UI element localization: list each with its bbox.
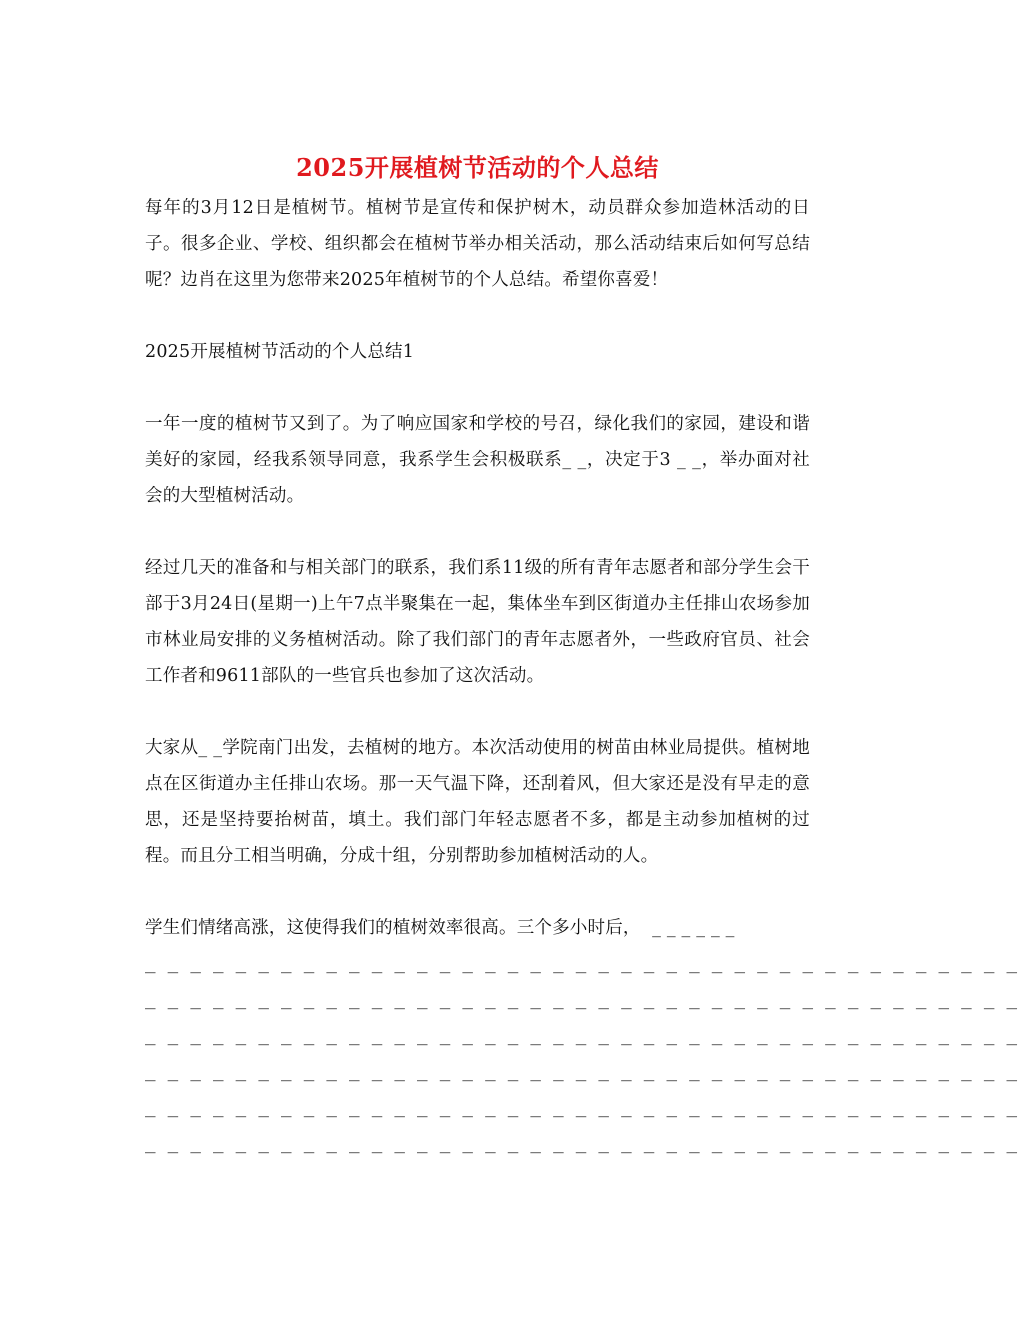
section-heading: 2025开展植树节活动的个人总结1 xyxy=(145,342,415,362)
body-paragraph-3: 大家从_ _学院南门出发，去植树的地方。本次活动使用的树苗由林业局提供。植树地点在区街道办主任排山农场。那一天气温下降，还刮着风，但大家还是没有早走的意思，还是坚持要抬树苗，填土。我们部门年轻志愿者不多，都是主动参加植树的过程。而且分工相当明确，分成十组，分别帮助参加植树活动的人。 xyxy=(145,738,810,866)
placeholder-line: _ _ _ _ _ _ _ _ _ _ _ _ _ _ _ _ _ _ _ _ _ _ _ _ _ _ _ _ _ _ _ _ _ _ _ _ _ _ _ xyxy=(145,1026,1018,1046)
placeholder-line: _ _ _ _ _ _ _ _ _ _ _ _ _ _ _ _ _ _ _ _ _ _ _ _ _ _ _ _ _ _ _ _ _ _ _ _ _ _ _ xyxy=(145,1062,1018,1082)
paragraph-spacer xyxy=(145,370,810,406)
paragraph-spacer xyxy=(145,514,810,550)
body-paragraph-4: 学生们情绪高涨，这使得我们的植树效率很高。三个多小时后， _ _ _ _ _ _ xyxy=(145,918,735,938)
redacted-placeholder-lines xyxy=(145,946,1018,1162)
placeholder-line: _ _ _ _ _ _ _ _ _ _ _ _ _ _ _ _ _ _ _ _ _ _ _ _ _ _ _ _ _ _ _ _ _ _ _ _ _ _ _ xyxy=(145,1134,1018,1154)
placeholder-line: _ _ _ _ _ _ _ _ _ _ _ _ _ _ _ _ _ _ _ _ _ _ _ _ _ _ _ _ _ _ _ _ _ _ _ _ _ _ _ xyxy=(145,1098,1018,1118)
paragraph-spacer xyxy=(145,694,810,730)
paragraph-spacer xyxy=(145,874,810,910)
intro-paragraph: 每年的3月12日是植树节。植树节是宣传和保护树木，动员群众参加造林活动的日子。很多企业、学校、组织都会在植树节举办相关活动，那么活动结束后如何写总结呢？边肖在这里为您带来2025年植树节的个人总结。希望你喜爱！ xyxy=(145,198,810,290)
document-title: 2025开展植树节活动的个人总结 xyxy=(296,153,659,182)
paragraph-spacer xyxy=(145,298,810,334)
document-page xyxy=(145,150,1018,1162)
body-paragraph-1: 一年一度的植树节又到了。为了响应国家和学校的号召，绿化我们的家园，建设和谐美好的家园，经我系领导同意，我系学生会积极联系_ _，决定于3 _ _，举办面对社会的大型植树活动。 xyxy=(145,414,810,506)
placeholder-line: _ _ _ _ _ _ _ _ _ _ _ _ _ _ _ _ _ _ _ _ _ _ _ _ _ _ _ _ _ _ _ _ _ _ _ _ _ _ _ xyxy=(145,990,1018,1010)
body-paragraph-2: 经过几天的准备和与相关部门的联系，我们系11级的所有青年志愿者和部分学生会干部于3月24日(星期一)上午7点半聚集在一起，集体坐车到区街道办主任排山农场参加市林业局安排的义务植树活动。除了我们部门的青年志愿者外，一些政府官员、社会工作者和9611部队的一些官兵也参加了这次活动。 xyxy=(145,558,810,686)
placeholder-line: _ _ _ _ _ _ _ _ _ _ _ _ _ _ _ _ _ _ _ _ _ _ _ _ _ _ _ _ _ _ _ _ _ _ _ _ _ _ _ xyxy=(145,954,1018,974)
